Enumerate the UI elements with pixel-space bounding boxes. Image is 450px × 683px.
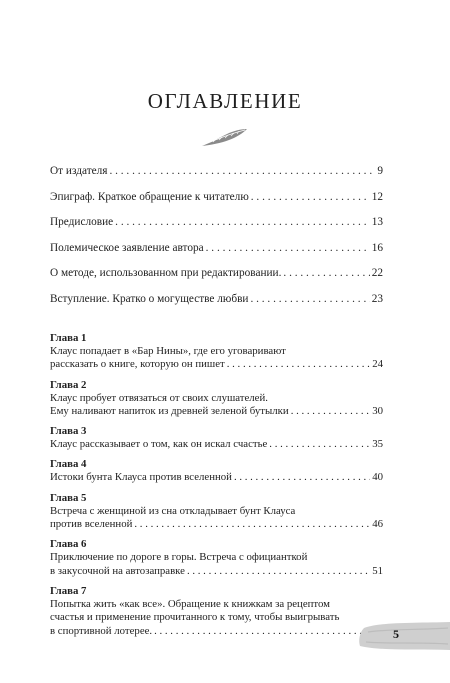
leader-dots [291, 405, 371, 418]
chapter-description-line: Попытка жить «как все». Обращение к книжкам за рецептом [50, 597, 331, 610]
leader-dots [227, 358, 370, 371]
chapter-page: 51 [372, 564, 383, 577]
chapter-last-line [50, 405, 383, 418]
chapter-page: 35 [372, 438, 383, 451]
chapter-last-line [50, 565, 383, 578]
chapter-title: Глава 6 [50, 538, 87, 551]
toc-entry [50, 190, 383, 204]
toc-entry-page: 22 [371, 267, 383, 279]
toc-entry [50, 266, 383, 280]
toc-entry-page: 16 [371, 241, 383, 254]
chapter-page: 30 [372, 404, 383, 417]
chapter-last-line [50, 518, 383, 531]
table-of-contents [50, 164, 383, 638]
chapter-list [50, 331, 383, 638]
toc-entry [50, 292, 383, 306]
chapter-last-line [50, 471, 383, 484]
leader-dots [109, 164, 375, 178]
toc-entry-label: Эпиграф. Краткое обращение к читателю [50, 190, 249, 203]
leader-dots [234, 471, 370, 484]
leader-dots [154, 625, 370, 638]
chapter-entry [50, 424, 383, 451]
leader-dots [187, 565, 370, 578]
front-matter-list [50, 164, 383, 306]
chapter-page: 46 [372, 518, 383, 531]
toc-entry-page: 12 [371, 190, 383, 203]
leader-dots [134, 518, 370, 531]
chapter-description-line: Истоки бунта Клауса против вселенной [50, 471, 232, 484]
chapter-last-line [50, 625, 383, 638]
chapter-title: Глава 5 [50, 491, 87, 504]
toc-entry-label: Предисловие [50, 216, 114, 228]
leader-dots [251, 190, 370, 204]
leader-dots [115, 215, 370, 229]
chapter-description-line: Приключение по дороге в горы. Встреча с официанткой [50, 551, 308, 564]
chapter-entry [50, 331, 383, 372]
leader-dots [269, 438, 370, 451]
chapter-title: Глава 2 [50, 378, 87, 391]
chapter-entry [50, 537, 383, 578]
chapter-description-line: Клаус рассказывает о том, как он искал счастье [50, 438, 268, 451]
chapter-description-line: против вселенной [50, 518, 133, 531]
chapter-title: Глава 3 [50, 425, 87, 438]
chapter-description-line: в спортивной лотерее. [50, 624, 153, 637]
chapter-title: Глава 7 [50, 584, 87, 597]
leader-dots [283, 266, 369, 280]
toc-entry [50, 241, 383, 255]
toc-entry [50, 215, 383, 229]
chapter-description-line: рассказать о книге, которую он пишет [50, 358, 225, 371]
toc-entry-label: О методе, использованном при редактировании. [50, 267, 282, 279]
chapter-entry [50, 491, 383, 532]
chapter-description-line: Клаус пробует отвязаться от своих слушателей. [50, 391, 268, 404]
leader-dots [206, 241, 370, 255]
toc-entry-page: 13 [371, 216, 383, 228]
chapter-title: Глава 4 [50, 458, 87, 471]
chapter-page: 40 [372, 471, 383, 484]
chapter-description-line: счастья и применение прочитанного к тому, чтобы выигрывать [50, 611, 340, 624]
toc-entry-label: Полемическое заявление автора [50, 241, 204, 254]
toc-entry-page: 9 [377, 165, 383, 177]
chapter-description-line: Встреча с женщиной из сна откладывает бунт Клауса [50, 504, 296, 517]
page-number: 5 [393, 627, 399, 641]
toc-entry-page: 23 [371, 292, 383, 305]
chapter-entry [50, 457, 383, 484]
chapter-page: 24 [372, 358, 383, 371]
chapter-last-line [50, 438, 383, 451]
feather-icon [199, 127, 249, 149]
chapter-description-line: в закусочной на автозаправке [50, 564, 185, 577]
chapter-entry [50, 584, 383, 638]
leader-dots [250, 292, 369, 306]
chapter-title: Глава 1 [50, 332, 87, 344]
chapter-description-line: Клаус попадает в «Бар Нины», где его уговаривают [50, 345, 286, 357]
chapter-description-line: Ему наливают напиток из древней зеленой бутылки [50, 404, 289, 417]
toc-entry [50, 164, 383, 178]
chapter-entry [50, 378, 383, 419]
toc-entry-label: От издателя [50, 165, 108, 177]
chapter-last-line [50, 358, 383, 371]
toc-title: ОГЛАВЛЕНИЕ [147, 89, 303, 113]
toc-entry-label: Вступление. Кратко о могуществе любви [50, 292, 249, 305]
